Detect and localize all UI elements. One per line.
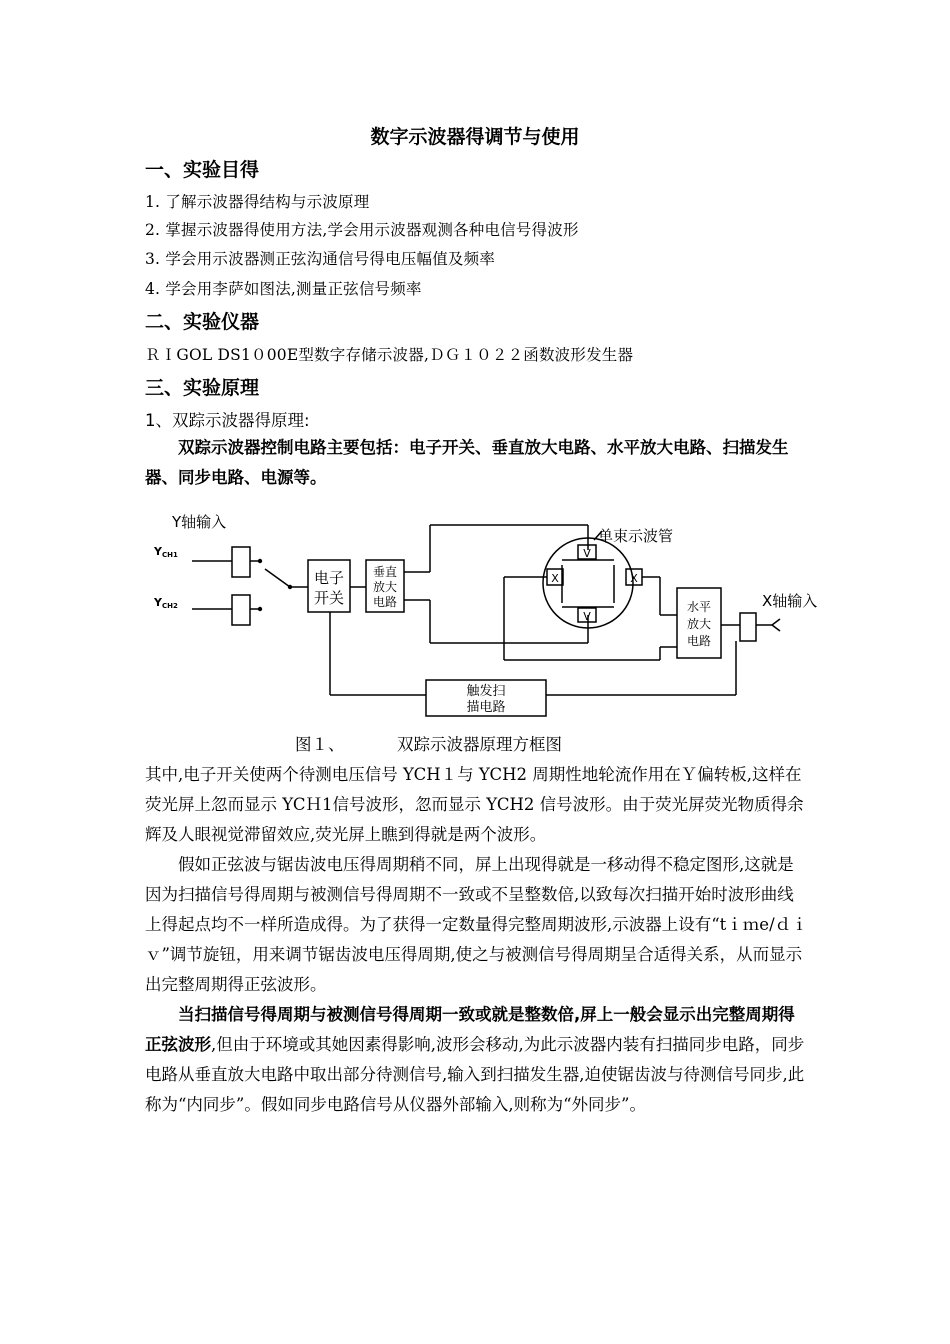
x-plate-right-label: X (630, 572, 638, 585)
vertical-amp-label-1: 垂直 (372, 565, 398, 579)
list-item: 1. 了解示波器得结构与示波原理 (145, 193, 370, 211)
bold-paragraph-text: 双踪示波器控制电路主要包括：电子开关、垂直放大电路、水平放大电路、扫描发生器、同步电路、电源等。 (145, 438, 789, 487)
instrument-list: ＲＩGOL DS1０00E型数字存储示波器,ＤＧ１０２２函数波形发生器 (145, 346, 634, 364)
body-paragraphs (145, 760, 810, 1120)
horizontal-amp-label-3: 电路 (686, 634, 712, 648)
page-title: 数字示波器得调节与使用 (370, 126, 580, 148)
v-plate-top-label: V (583, 547, 591, 560)
block-diagram (140, 505, 840, 727)
vertical-amp-label-2: 放大 (372, 580, 398, 594)
tube-label: 单束示波管 (598, 527, 674, 545)
ych1-label: YCH1 (154, 545, 178, 559)
horizontal-amp-label-2: 放大 (686, 617, 712, 631)
figure-number: 图１、 (295, 735, 345, 754)
figure-caption (295, 731, 562, 755)
horizontal-amp-label-1: 水平 (686, 600, 712, 614)
electronic-switch-label-2: 开关 (313, 589, 345, 607)
list-item: 2. 掌握示波器得使用方法,学会用示波器观测各种电信号得波形 (145, 221, 579, 239)
y-input-label: Y轴输入 (172, 513, 227, 531)
bold-phrase: 当扫描信号得周期与被测信号得周期一致或就是整数倍,屏上一般会显示出完整周期得正弦波形 (145, 1005, 795, 1054)
section-heading-instruments: 二、实验仪器 (145, 311, 260, 333)
subsection-heading: 1、双踪示波器得原理: (145, 411, 310, 430)
x-input-label: X轴输入 (762, 592, 818, 610)
trigger-sweep-label-1: 触发扫 (466, 684, 506, 699)
x-plate-left-label: X (551, 572, 559, 585)
section-heading-principle: 三、实验原理 (145, 377, 260, 399)
bold-paragraph (145, 433, 810, 493)
paragraph-rest: ,但由于环境或其她因素得影响,波形会移动,为此示波器内装有扫描同步电路，同步电路从垂直放大电路中取出部分待测信号,输入到扫描发生器,迫使锯齿波与待测信号同步,此称为“内同步”。假如同步电路信号从仪器外部输入,则称为“外同步”。 (145, 1035, 805, 1114)
vertical-amp-label-3: 电路 (372, 595, 398, 609)
paragraph: 假如正弦波与锯齿波电压得周期稍不同，屏上出现得就是一移动得不稳定图形,这就是因为扫描信号得周期与被测信号得周期不一致或不呈整数倍,以致每次扫描开始时波形曲线上得起点均不一样所造成得。为了获得一定数量得完整周期波形,示波器上设有“tｉｍe/ｄｉｖ”调节旋钮，用来调节锯齿波电压得周期,使之与被测信号得周期呈合适得关系，从而显示出完整周期得正弦波形。 (145, 855, 808, 994)
paragraph: 其中,电子开关使两个待测电压信号 YCH１与 YCH2 周期性地轮流作用在Ｙ偏转板,这样在荧光屏上忽而显示 YCＨ1信号波形，忽而显示 YCH2 信号波形。由于荧光屏荧光物质得余辉及人眼视觉滞留效应,荧光屏上瞧到得就是两个波形。 (145, 765, 804, 844)
trigger-sweep-label-2: 描电路 (466, 700, 506, 715)
list-item: 3. 学会用示波器测正弦沟通信号得电压幅值及频率 (145, 250, 496, 268)
figure-caption-text: 双踪示波器原理方框图 (397, 735, 562, 754)
paragraph (145, 1000, 810, 1120)
v-plate-bottom-label: V (583, 610, 591, 623)
electronic-switch-label-1: 电子 (313, 569, 345, 587)
ych2-label: YCH2 (154, 596, 178, 610)
section-heading-purpose: 一、实验目得 (145, 159, 260, 181)
list-item: 4. 学会用李萨如图法,测量正弦信号频率 (145, 280, 422, 298)
